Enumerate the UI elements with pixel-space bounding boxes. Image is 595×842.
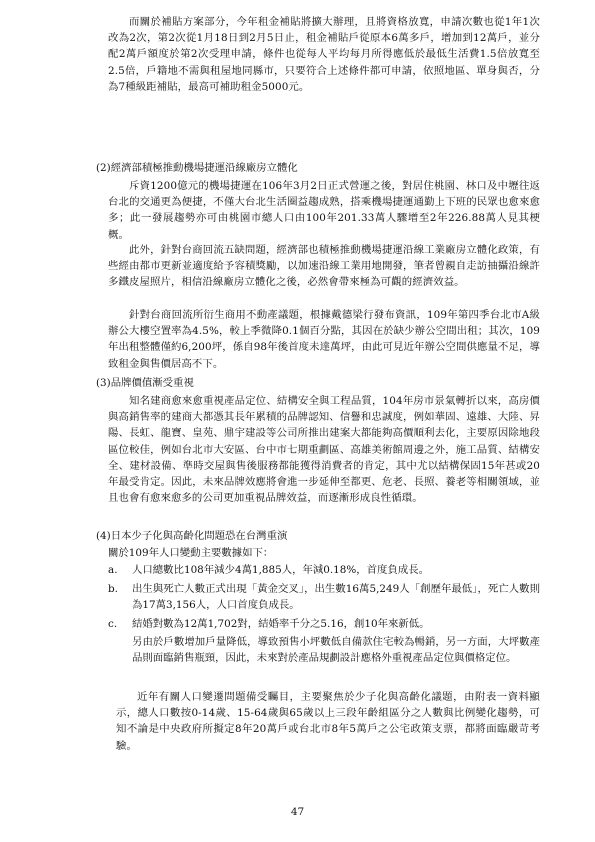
- paragraph-brand-value: 知名建商愈來愈重視產品定位、結構安全與工程品質，104年房市景氣轉折以來，高房價與高銷售率的建商大都憑其長年累積的品牌認知、信譽和忠誠度，例如華固、遠雄、大陸、昇陽、長虹、龍寶、皇苑、鼎宇建設等公司所推出建案大都能夠高價順利去化，主要原因除地段區位較佳，例如台北市大安區、台中市七期重劃區、高雄美術館周邊之外，施工品質、結構安全、建材設備、準時交屋與售後服務都能獲得消費者的肯定，其中尤以結構保固15年甚或20年最受肯定。因此，未來品牌效應將會進一步延伸至都更、危老、長照、養老等相關領域，並且也會有愈來愈多的公司更加重視品牌效益，而逐漸形成良性循環。: [108, 395, 540, 505]
- paragraph-rent-subsidy: 而關於補貼方案部分，今年租金補貼將擴大辦理，且將資格放寬，申請次數也從1年1次改為2次，第2次從1月18日到2月5日止，租金補貼戶從原本6萬多戶，增加到12萬戶，並分配2萬戶額度於第2次受理申請，條件也從每人平均每月所得應低於最低生活費1.5倍放寬至2.5倍，戶籍地不需與租屋地同縣市，只要符合上述條件都可申請，依照地區、單身與否，分為7種級距補貼，最高可補助租金5000元。: [108, 16, 540, 93]
- section-heading-4: (4)日本少子化與高齡化問題恐在台灣重演: [96, 530, 288, 542]
- list-item: [108, 616, 540, 632]
- list-marker: c.: [108, 618, 118, 630]
- list-item: [108, 562, 540, 578]
- list-marker: b.: [108, 583, 118, 595]
- list-item: [108, 581, 540, 613]
- list-marker: a.: [108, 564, 118, 576]
- paragraph-office-vacancy: 針對台商回流所衍生商用不動產議題，根據戴德梁行發布資訊，109年第四季台北市A級辦公大樓空置率為4.5%，較上季微降0.1個百分點，其因在於缺少辦公空間出租；其次，109年出租整體僅約6,200坪，係自98年後首度未達萬坪，由此可見近年辦公空間供應量不足，導致租金與售價居高不下。: [108, 309, 540, 370]
- section-heading-3: (3)品牌價值漸受重視: [96, 377, 194, 389]
- list-text: 結婚對數為12萬1,702對，結婚率千分之5.16，創10年來新低。: [132, 618, 430, 630]
- paragraph-factory-vertical: 此外，針對台商回流五缺問題，經濟部也積極推動機場捷運沿線工業廠房立體化政策，有些經由都市更新並適度給予容積獎勵，以加速沿線工業用地開發，筆者曾親自走訪抽攝沿線許多鐵皮屋照片，相信沿線廠房立體化之後，必然會帶來極為可觀的經濟效益。: [108, 244, 540, 289]
- list-text: 人口總數比108年減少4萬1,885人，年減0.18%，首度負成長。: [132, 564, 430, 576]
- list-text: 出生與死亡人數正式出現「黃金交叉」，出生數16萬5,249人「創歷年最低」，死亡人數則為17萬3,156人，人口首度負成長。: [132, 583, 540, 612]
- paragraph-population-intro: 關於109年人口變動主要數據如下：: [108, 547, 274, 559]
- paragraph-airport-mrt: 斥資1200億元的機場捷運在106年3月2日正式營運之後，對居住桃園、林口及中壢往返台北的交通更為便捷，不僅大台北生活圈益趨成熟，搭乘機場捷運通勤上下班的民眾也愈來愈多；此一發展趨勢亦可由桃園市總人口由100年201.33萬人驟增至2年226.88萬人見其梗概。: [108, 180, 540, 241]
- page-number: 47: [290, 806, 305, 818]
- paragraph-small-units: 另由於戶數增加戶量降低，導致預售小坪數低自備款住宅較為暢銷，另一方面，大坪數產品則面臨銷售瓶頸，因此，未來對於產品規劃設計應格外重視產品定位與價格定位。: [132, 636, 540, 665]
- paragraph-population-change: 近年有關人口變遷問題備受矚目，主要聚焦於少子化與高齡化議題，由附表一資料顯示，總人口數按0-14歲、15-64歲與65歲以上三段年齡組區分之人數與比例變化趨勢，可知不論是中央政府所擬定8年20萬戶或台北市8年5萬戶之公宅政策支票，都將面臨嚴苛考驗。: [116, 691, 540, 752]
- section-heading-2: (2)經濟部積極推動機場捷運沿線廠房立體化: [96, 162, 298, 174]
